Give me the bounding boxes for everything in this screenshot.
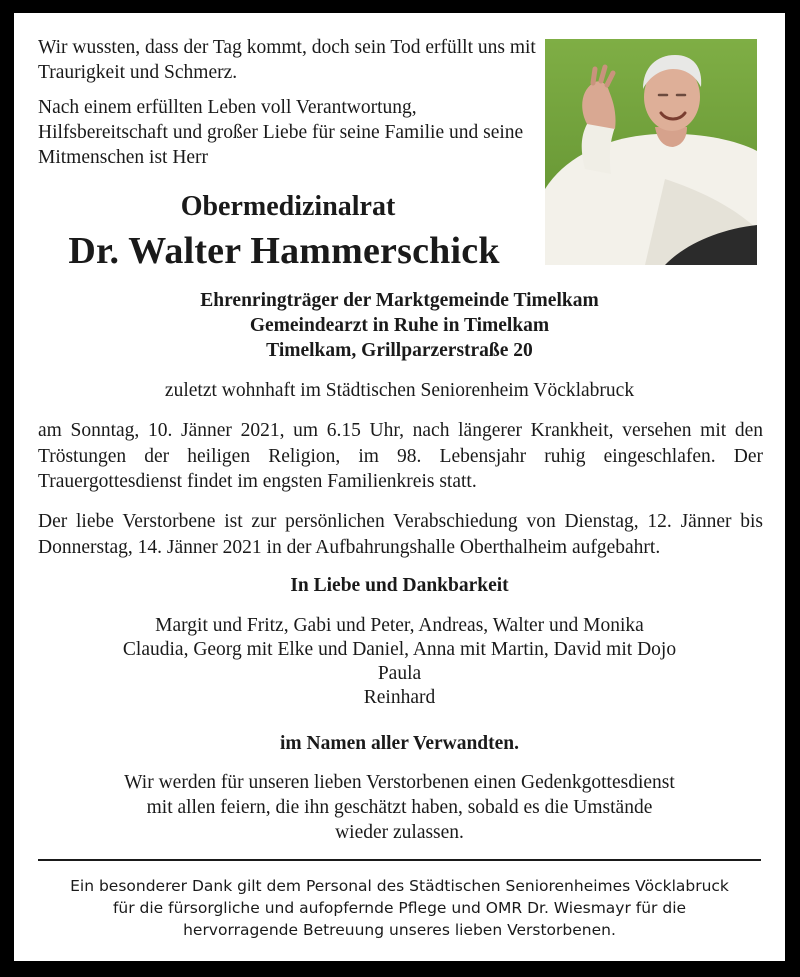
memorial-service-note (38, 770, 761, 845)
honor-line: Gemeindearzt in Ruhe in Timelkam (249, 315, 550, 336)
residence-line: zuletzt wohnhaft im Städtischen Seniorenheim Vöcklabruck (164, 380, 635, 401)
honors-block (38, 288, 761, 363)
mourner-line: Paula (377, 663, 422, 684)
relatives-line: im Namen aller Verwandten. (279, 733, 520, 754)
thanks-note (38, 875, 761, 941)
honor-line: Ehrenringträger der Marktgemeinde Timelkam (200, 290, 599, 311)
memorial-line: wieder zulassen. (335, 822, 464, 843)
divider (38, 859, 761, 861)
mourner-line: Reinhard (363, 687, 436, 708)
mourners-list (38, 614, 761, 710)
intro-paragraph-1: Wir wussten, dass der Tag kommt, doch sein Tod erfüllt uns mit Traurigkeit und Schmerz. (38, 37, 536, 83)
intro-text (38, 35, 538, 170)
portrait-illustration (545, 39, 757, 265)
death-announcement-paragraph: am Sonntag, 10. Jänner 2021, um 6.15 Uhr, nach längerer Krankheit, versehen mit den Tröstungen der heiligen Religion, im 98. Lebensjahr ruhig eingeschlafen. Der Trauergottesdienst findet im engsten Familienkreis statt. (38, 420, 763, 492)
deceased-name: Dr. Walter Hammerschick (68, 230, 500, 272)
deceased-title: Obermedizinalrat (180, 191, 396, 222)
intro-paragraph-2: Nach einem erfüllten Leben voll Verantwortung, Hilfsbereitschaft und großer Liebe für seine Familie und seine Mitmenschen ist Herr (38, 97, 524, 168)
thanks-line: für die fürsorgliche und aufopfernde Pflege und OMR Dr. Wiesmayr für die (112, 899, 687, 917)
address-line: Timelkam, Grillparzerstraße 20 (266, 340, 533, 361)
closing-phrase: In Liebe und Dankbarkeit (290, 575, 509, 596)
thanks-line: hervorragende Betreuung unseres lieben Verstorbenen. (183, 921, 616, 939)
obituary-notice (14, 13, 785, 961)
memorial-line: mit allen feiern, die ihn geschätzt haben, sobald es die Umstände (146, 797, 653, 818)
mourner-line: Claudia, Georg mit Elke und Daniel, Anna mit Martin, David mit Dojo (122, 639, 677, 660)
viewing-paragraph: Der liebe Verstorbene ist zur persönlichen Verabschiedung von Dienstag, 12. Jänner bis Donnerstag, 14. Jänner 2021 in der Aufbahrungshalle Oberthalheim aufgebahrt. (38, 511, 763, 558)
thanks-line: Ein besonderer Dank gilt dem Personal des Städtischen Seniorenheimes Vöcklabruck (70, 877, 729, 895)
mourner-line: Margit und Fritz, Gabi und Peter, Andreas, Walter und Monika (155, 615, 644, 636)
portrait-photo (545, 39, 757, 265)
memorial-line: Wir werden für unseren lieben Verstorbenen einen Gedenkgottesdienst (124, 772, 675, 793)
